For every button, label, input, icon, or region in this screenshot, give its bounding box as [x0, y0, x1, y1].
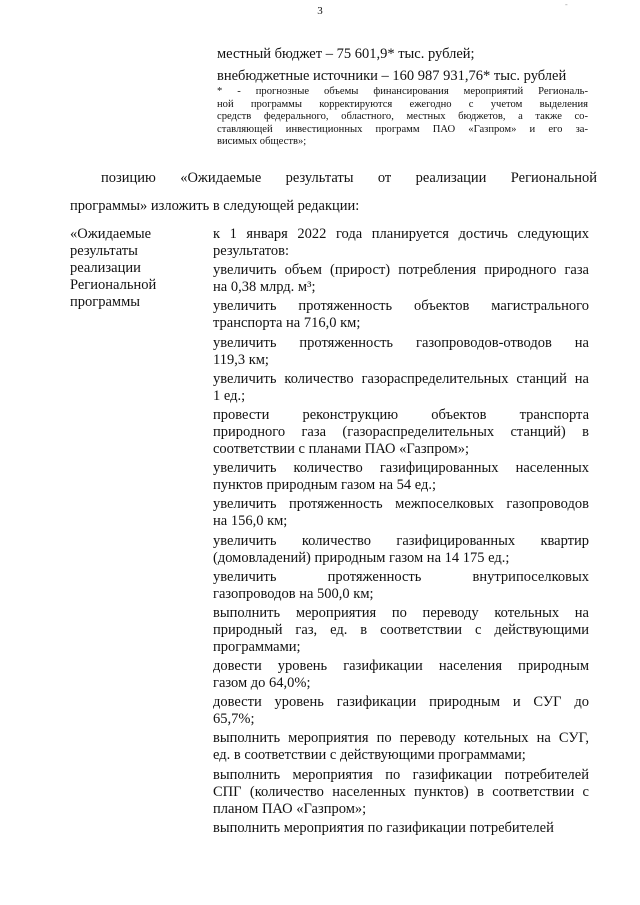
footnote-line: висимых обществ»; — [217, 136, 307, 148]
result-line: газопроводов на 500,0 км; — [213, 585, 374, 602]
result-item — [213, 371, 589, 405]
result-line: 1 ед.; — [213, 387, 246, 404]
budget-line-extrabudgetary: внебюджетные источники – 160 987 931,76* тыс. рублей — [217, 68, 567, 84]
result-line: выполнить мероприятия по газификации потребителей — [213, 766, 589, 783]
result-line: результатов: — [213, 243, 290, 259]
result-line: увеличить количество газифицированных квартир — [213, 532, 589, 549]
result-item — [213, 407, 589, 458]
result-line: увеличить протяженность внутрипоселковых — [213, 568, 589, 585]
result-line: программами; — [213, 638, 301, 655]
result-line: ед. в соответствии с действующими программами; — [213, 747, 526, 764]
result-line: увеличить количество газифицированных населенных — [213, 460, 589, 477]
result-line: 119,3 км; — [213, 351, 269, 368]
result-item — [213, 730, 589, 764]
label-line: реализации — [70, 260, 141, 276]
result-line: на 156,0 км; — [213, 513, 288, 530]
result-item — [213, 569, 589, 603]
footnote — [217, 86, 588, 149]
result-item — [213, 694, 589, 728]
result-line: планом ПАО «Газпром»; — [213, 800, 367, 817]
result-line: 65,7%; — [213, 711, 255, 728]
result-item — [213, 496, 589, 530]
result-line: увеличить количество газораспределительных станций на — [213, 370, 589, 387]
footnote-line: * - прогнозные объемы финансирования мероприятий Региональ- — [217, 86, 588, 97]
result-line: на 0,38 млрд. м³; — [213, 279, 316, 296]
result-item — [213, 460, 589, 494]
result-line: (домовладений) природным газом на 14 175 ед.; — [213, 549, 510, 566]
result-item — [213, 533, 589, 567]
instruction-line: программы» изложить в следующей редакции: — [70, 198, 360, 214]
result-line: увеличить протяженность объектов магистрального — [213, 298, 589, 315]
result-line: соответствии с планами ПАО «Газпром»; — [213, 440, 469, 457]
result-item — [213, 820, 589, 837]
result-line: увеличить протяженность межпоселковых газопроводов — [213, 496, 589, 513]
result-line: довести уровень газификации населения природным — [213, 658, 589, 675]
label-line: программы — [70, 294, 140, 310]
table-label-cell — [70, 226, 156, 311]
result-item — [213, 226, 589, 260]
result-line: природный газ, ед. в соответствии с действующими — [213, 621, 589, 638]
result-item — [213, 658, 589, 692]
result-item — [213, 335, 589, 369]
result-line: выполнить мероприятия по переводу котельных на — [213, 604, 589, 621]
result-line: довести уровень газификации природным и СУГ до — [213, 694, 589, 711]
label-line: Региональной — [70, 277, 157, 293]
result-item — [213, 262, 589, 296]
result-line: пунктов природным газом на 54 ед.; — [213, 477, 437, 494]
result-line: к 1 января 2022 года планируется достичь следующих — [213, 226, 589, 242]
budget-line-local: местный бюджет – 75 601,9* тыс. рублей; — [217, 46, 475, 62]
corner-mark: - — [565, 0, 568, 9]
result-item — [213, 298, 589, 332]
result-item — [213, 605, 589, 656]
result-line: увеличить протяженность газопроводов-отводов на — [213, 334, 589, 351]
instruction-line: позицию «Ожидаемые результаты от реализации Региональной — [101, 170, 597, 186]
label-line: «Ожидаемые — [70, 226, 152, 242]
table-results-cell — [213, 226, 589, 839]
label-line: результаты — [70, 243, 138, 259]
footnote-line: ной программы корректируются ежегодно с учетом выделения — [217, 98, 588, 110]
result-line: газом до 64,0%; — [213, 675, 311, 692]
result-line: увеличить объем (прирост) потребления природного газа — [213, 262, 589, 279]
result-line: транспорта на 716,0 км; — [213, 315, 361, 332]
footnote-line: средств федерального, областного, местных бюджетов, а также со- — [217, 111, 588, 123]
result-line: провести реконструкцию объектов транспорта — [213, 406, 589, 423]
result-item — [213, 767, 589, 818]
result-line: выполнить мероприятия по газификации потребителей — [213, 819, 554, 836]
footnote-line: ставляющей инвестиционных программ ПАО «Газпром» и его за- — [217, 123, 588, 135]
result-line: СПГ (количество населенных пунктов) в соответствии с — [213, 783, 589, 800]
page-number: 3 — [317, 5, 323, 17]
result-line: природного газа (газораспределительных станций) в — [213, 423, 589, 440]
result-line: выполнить мероприятия по переводу котельных на СУГ, — [213, 730, 589, 747]
